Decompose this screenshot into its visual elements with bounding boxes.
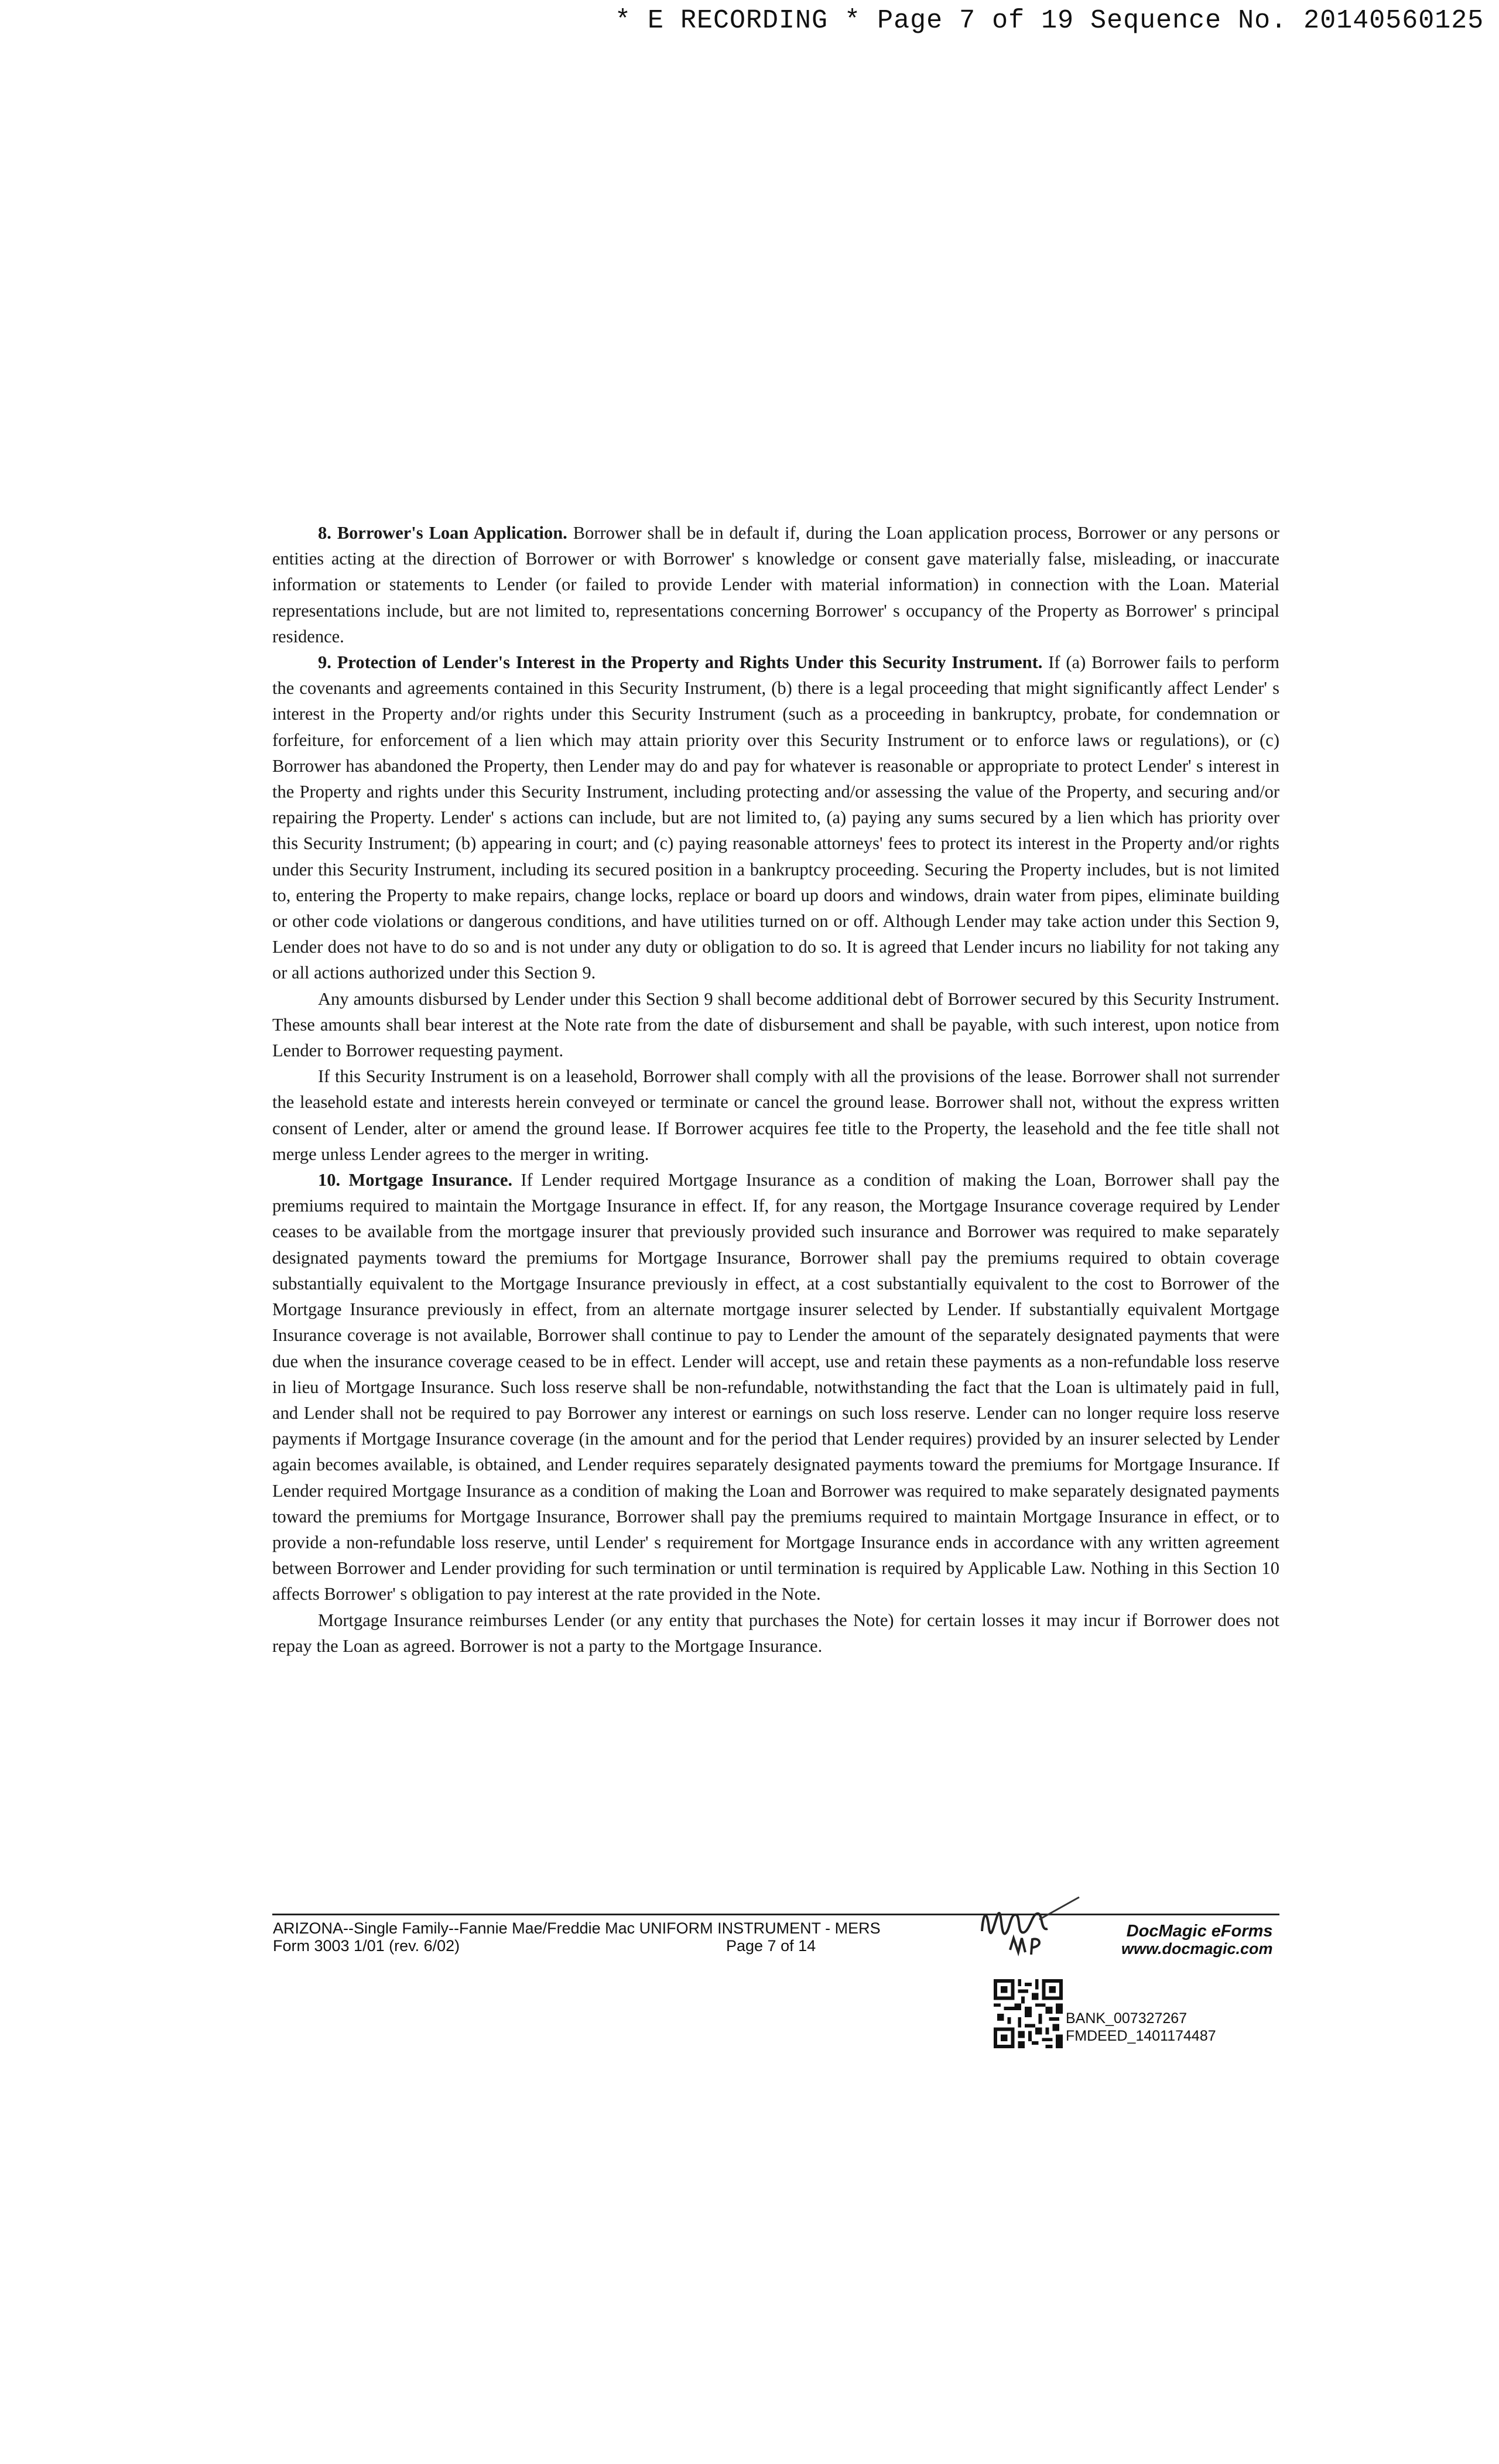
section-9 <box>272 649 1279 986</box>
document-body <box>272 520 1279 1659</box>
form-number: Form 3003 1/01 (rev. 6/02) <box>273 1937 460 1955</box>
bank-identifiers <box>1066 2010 1216 2045</box>
section-10-heading: 10. Mortgage Insurance. <box>318 1170 513 1190</box>
section-10 <box>272 1167 1279 1607</box>
section-9-text: If (a) Borrower fails to perform the covenants and agreements contained in this Security Instrument, (b) there is a legal proceeding that might significantly affect Lender' s interest in the Property and/or rights under this Security Instrument (such as a proceeding in bankruptcy, probate, for condemnation or forfeiture, for enforcement of a lien which may attain priority over this Security Instrument or to enforce laws or regulations), or (c) Borrower has abandoned the Property, then Lender may do and pay for whatever is reasonable or appropriate to protect Lender' s interest in the Property and rights under this Security Instrument, including protecting and/or assessing the value of the Property, and securing and/or repairing the Property. Lender' s actions can include, but are not limited to, (a) paying any sums secured by a lien which has priority over this Security Instrument; (b) appearing in court; and (c) paying reasonable attorneys' fees to protect its interest in the Property and/or rights under this Security Instrument, including its secured position in a bankruptcy proceeding. Securing the Property includes, but is not limited to, entering the Property to make repairs, change locks, replace or board up doors and windows, drain water from pipes, eliminate building or other code violations or dangerous conditions, and have utilities turned on or off. Although Lender may take action under this Section 9, Lender does not have to do so and is not under any duty or obligation to do so. It is agreed that Lender incurs no liability for not taking any or all actions authorized under this Section 9. <box>272 652 1279 983</box>
form-title: ARIZONA--Single Family--Fannie Mae/Freddie Mac UNIFORM INSTRUMENT - MERS <box>273 1919 881 1937</box>
section-8-heading: 8. Borrower's Loan Application. <box>318 523 567 543</box>
fmdeed-id: FMDEED_1401174487 <box>1066 2028 1216 2044</box>
initials-signature <box>975 1896 1080 1966</box>
section-10-text: If Lender required Mortgage Insurance as a condition of making the Loan, Borrower shall pay the premiums required to maintain the Mortgage Insurance in effect. If, for any reason, the Mortgage Insurance coverage required by Lender ceases to be available from the mortgage insurer that previously provided such insurance and Borrower was required to make separately designated payments toward the premiums for Mortgage Insurance, Borrower shall pay the premiums required to obtain coverage substantially equivalent to the Mortgage Insurance previously in effect, at a cost substantially equivalent to the cost to Borrower of the Mortgage Insurance previously in effect, from an alternate mortgage insurer selected by Lender. If substantially equivalent Mortgage Insurance coverage is not available, Borrower shall continue to pay to Lender the amount of the separately designated payments that were due when the insurance coverage ceased to be in effect. Lender will accept, use and retain these payments as a non-refundable loss reserve in lieu of Mortgage Insurance. Such loss reserve shall be non-refundable, notwithstanding the fact that the Loan is ultimately paid in full, and Lender shall not be required to pay Borrower any interest or earnings on such loss reserve. Lender can no longer require loss reserve payments if Mortgage Insurance coverage (in the amount and for the period that Lender requires) provided by an insurer selected by Lender again becomes available, is obtained, and Lender requires separately designated payments toward the premiums for Mortgage Insurance. If Lender required Mortgage Insurance as a condition of making the Loan and Borrower was required to make separately designated payments toward the premiums for Mortgage Insurance, Borrower shall pay the premiums required to maintain Mortgage Insurance in effect, or to provide a non-refundable loss reserve, until Lender' s requirement for Mortgage Insurance ends in accordance with any written agreement between Borrower and Lender providing for such termination or until termination is required by Applicable Law. Nothing in this Section 10 affects Borrower' s obligation to pay interest at the rate provided in the Note. <box>272 1170 1279 1604</box>
brand-url: www.docmagic.com <box>1121 1940 1273 1957</box>
bank-id: BANK_007327267 <box>1066 2010 1187 2027</box>
footer-divider <box>272 1914 1279 1915</box>
section-9-paragraph-2: Any amounts disbursed by Lender under this Section 9 shall become additional debt of Borrower secured by this Security Instrument. These amounts shall bear interest at the Note rate from the date of disbursement and shall be payable, with such interest, upon notice from Lender to Borrower requesting payment. <box>272 988 1279 1061</box>
section-10-paragraph-2: Mortgage Insurance reimburses Lender (or any entity that purchases the Note) for certain losses it may incur if Borrower does not repay the Loan as agreed. Borrower is not a party to the Mortgage Insurance. <box>272 1610 1279 1656</box>
docmagic-brand <box>1121 1922 1273 1957</box>
section-8 <box>272 520 1279 649</box>
brand-name: DocMagic eForms <box>1126 1922 1273 1941</box>
section-8-text: Borrower shall be in default if, during the Loan application process, Borrower or any persons or entities acting at the direction of Borrower or with Borrower' s knowledge or consent gave materially false, misleading, or inaccurate information or statements to Lender (or failed to provide Lender with material information) in connection with the Loan. Material representations include, but are not limited to, representations concerning Borrower' s occupancy of the Property as Borrower' s principal residence. <box>272 523 1279 646</box>
page-number: Page 7 of 14 <box>726 1937 816 1955</box>
barcode-icon <box>994 1979 1063 2048</box>
section-9-heading: 9. Protection of Lender's Interest in the Property and Rights Under this Security Instrument. <box>318 652 1043 673</box>
section-9-paragraph-3: If this Security Instrument is on a leasehold, Borrower shall comply with all the provisions of the lease. Borrower shall not surrender the leasehold estate and interests herein conveyed or terminate or cancel the ground lease. Borrower shall not, without the express written consent of Lender, alter or amend the ground lease. If Borrower acquires fee title to the Property, the leasehold and the fee title shall not merge unless Lender agrees to the merger in writing. <box>272 1066 1279 1164</box>
recording-header: * E RECORDING * Page 7 of 19 Sequence No. 20140560125 <box>615 6 1484 36</box>
